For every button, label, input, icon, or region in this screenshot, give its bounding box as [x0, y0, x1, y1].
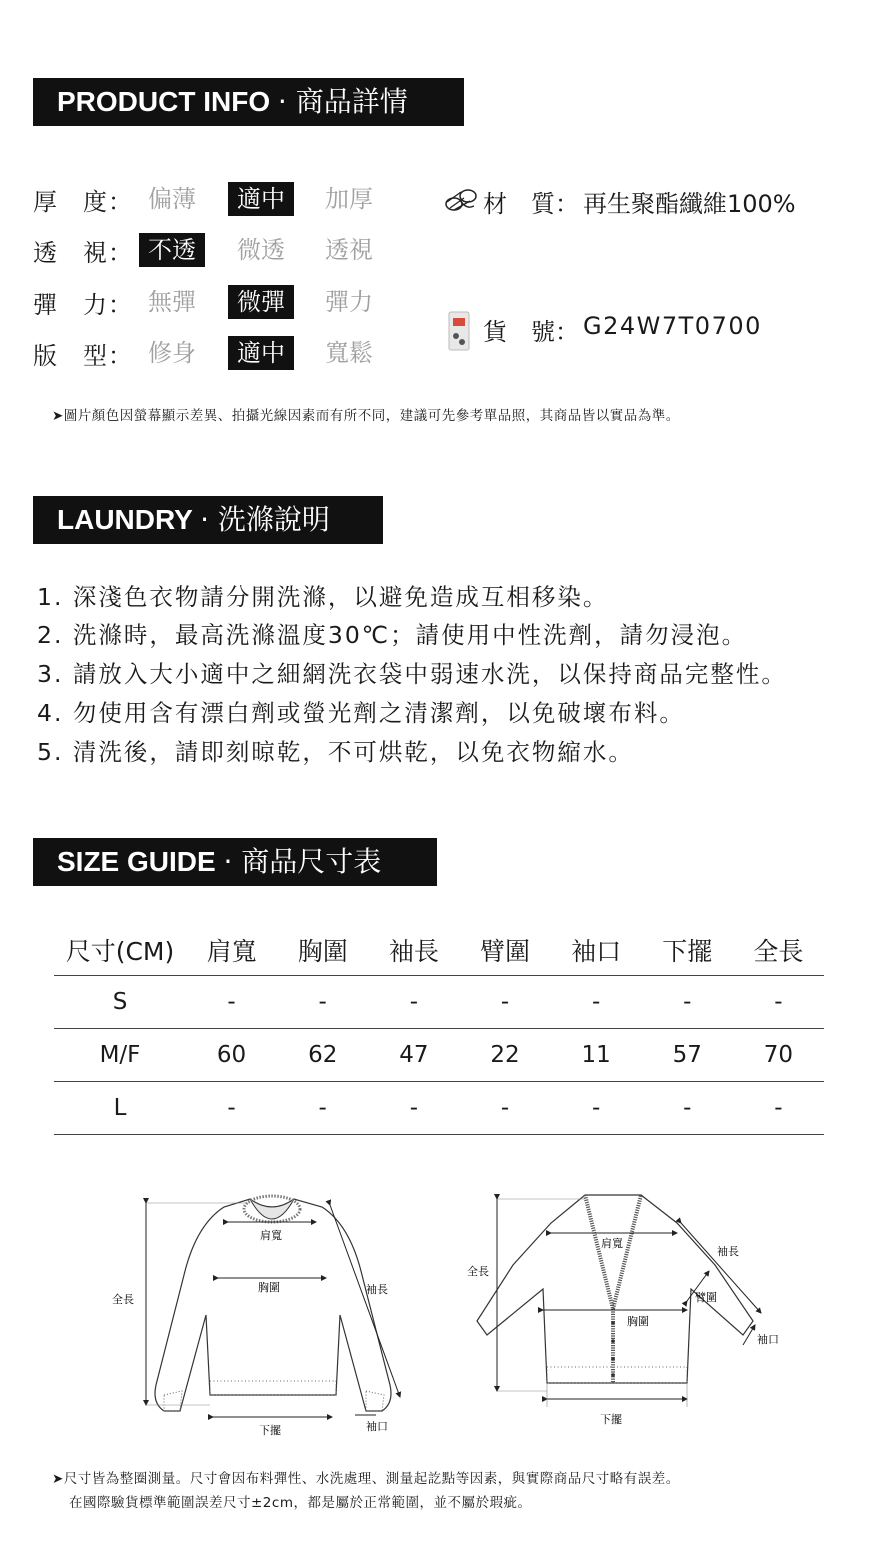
sweater-chest-label: 胸圍 [258, 1281, 280, 1294]
size-cell: M/F [54, 1029, 186, 1082]
fit-option-loose: 寬鬆 [325, 339, 373, 367]
elasticity-option-stretch: 彈力 [325, 288, 373, 316]
size-guide-banner [33, 838, 437, 886]
thread-spool-icon [444, 184, 478, 214]
thickness-option-medium-selected: 適中 [228, 182, 294, 216]
transparency-label: 透 視： [33, 239, 133, 267]
sweater-cuff-label: 袖口 [366, 1420, 388, 1433]
elasticity-label: 彈 力： [33, 291, 133, 319]
table-row [54, 1029, 824, 1082]
sweater-shoulder-label: 肩寬 [260, 1229, 282, 1242]
size-header-shoulder: 肩寬 [186, 925, 277, 976]
size-cell: - [551, 1082, 642, 1135]
size-guide-title-zh: · 商品尺寸表 [223, 845, 382, 878]
laundry-title-en: LAUNDRY [57, 504, 193, 535]
size-cell: - [733, 976, 824, 1029]
size-guide-title-en: SIZE GUIDE [57, 846, 216, 877]
size-cell: - [551, 976, 642, 1029]
size-cell: 62 [277, 1029, 368, 1082]
cardigan-chest-label: 胸圍 [627, 1315, 649, 1328]
sweater-hem-label: 下擺 [259, 1424, 281, 1437]
table-row [54, 1082, 824, 1135]
size-cell: - [642, 1082, 733, 1135]
elasticity-option-none: 無彈 [148, 288, 196, 316]
size-header-sleeve: 袖長 [368, 925, 459, 976]
size-cell: - [368, 976, 459, 1029]
size-table [54, 925, 824, 1135]
product-info-title-en: PRODUCT INFO [57, 86, 271, 117]
transparency-option-opaque-selected: 不透 [139, 233, 205, 267]
size-table-header-row [54, 925, 824, 976]
size-cell: 57 [642, 1029, 733, 1082]
laundry-title-zh: · 洗滌說明 [200, 503, 330, 536]
size-header-hem: 下擺 [642, 925, 733, 976]
material-label: 材 質： [483, 190, 579, 218]
size-cell: 60 [186, 1029, 277, 1082]
laundry-banner [33, 496, 383, 544]
size-cell: - [642, 976, 733, 1029]
transparency-option-sheer: 透視 [325, 236, 373, 264]
size-disclaimer-line1: ➤尺寸皆為整圈測量。尺寸會因布料彈性、水洗處理、測量起訖點等因素，與實際商品尺寸略有誤差。 [52, 1471, 680, 1487]
cardigan-length-label: 全長 [467, 1265, 489, 1278]
laundry-item: 3. 請放入大小適中之細網洗衣袋中弱速水洗，以保持商品完整性。 [37, 660, 787, 688]
size-cell: - [186, 1082, 277, 1135]
size-cell: 47 [368, 1029, 459, 1082]
size-cell: S [54, 976, 186, 1029]
size-header-length: 全長 [733, 925, 824, 976]
cardigan-hem-label: 下擺 [600, 1413, 622, 1426]
size-cell: - [459, 1082, 550, 1135]
table-row [54, 976, 824, 1029]
size-cell: - [459, 976, 550, 1029]
size-cell: - [368, 1082, 459, 1135]
thickness-option-thick: 加厚 [325, 185, 373, 213]
product-info-banner [33, 78, 464, 126]
clothing-tag-icon [447, 310, 471, 352]
size-cell: - [733, 1082, 824, 1135]
size-cell: L [54, 1082, 186, 1135]
fit-label: 版 型： [33, 342, 133, 370]
transparency-option-slight: 微透 [237, 236, 285, 264]
sku-label: 貨 號： [483, 318, 579, 346]
product-info-title-zh: · 商品詳情 [277, 85, 408, 118]
laundry-item: 1. 深淺色衣物請分開洗滌，以避免造成互相移染。 [37, 583, 609, 611]
size-cell: - [277, 976, 368, 1029]
laundry-item: 2. 洗滌時，最高洗滌溫度30℃；請使用中性洗劑，請勿浸泡。 [37, 621, 748, 649]
size-cell: - [277, 1082, 368, 1135]
size-header-arm: 臂圍 [459, 925, 550, 976]
cardigan-sleeve-label: 袖長 [717, 1245, 739, 1258]
size-disclaimer-line2: 在國際驗貨標準範圍誤差尺寸±2cm，都是屬於正常範圍，並不屬於瑕疵。 [69, 1495, 532, 1511]
cardigan-arm-label: 臂圍 [695, 1291, 717, 1304]
elasticity-option-slight-selected: 微彈 [228, 285, 294, 319]
sweater-measurement-diagram [100, 1185, 430, 1445]
size-cell: 22 [459, 1029, 550, 1082]
thickness-option-thin: 偏薄 [148, 185, 196, 213]
cardigan-cuff-label: 袖口 [757, 1333, 779, 1346]
color-disclaimer-note: ➤圖片顏色因螢幕顯示差異、拍攝光線因素而有所不同，建議可先參考單品照，其商品皆以實品為準。 [52, 408, 680, 424]
sweater-sleeve-label: 袖長 [366, 1283, 388, 1296]
size-header-chest: 胸圍 [277, 925, 368, 976]
sku-value: G24W7T0700 [583, 312, 762, 340]
fit-option-regular-selected: 適中 [228, 336, 294, 370]
laundry-item: 5. 清洗後，請即刻晾乾，不可烘乾，以免衣物縮水。 [37, 738, 634, 766]
size-header-size: 尺寸(CM) [54, 925, 186, 976]
sweater-length-label: 全長 [112, 1293, 134, 1306]
size-cell: 11 [551, 1029, 642, 1082]
material-value: 再生聚酯纖維100% [583, 190, 796, 218]
size-cell: 70 [733, 1029, 824, 1082]
cardigan-measurement-diagram [455, 1185, 795, 1435]
cardigan-shoulder-label: 肩寬 [601, 1237, 623, 1250]
size-cell: - [186, 976, 277, 1029]
laundry-item: 4. 勿使用含有漂白劑或螢光劑之清潔劑，以免破壞布料。 [37, 699, 685, 727]
thickness-label: 厚 度： [33, 188, 133, 216]
fit-option-slim: 修身 [148, 339, 196, 367]
size-header-cuff: 袖口 [551, 925, 642, 976]
